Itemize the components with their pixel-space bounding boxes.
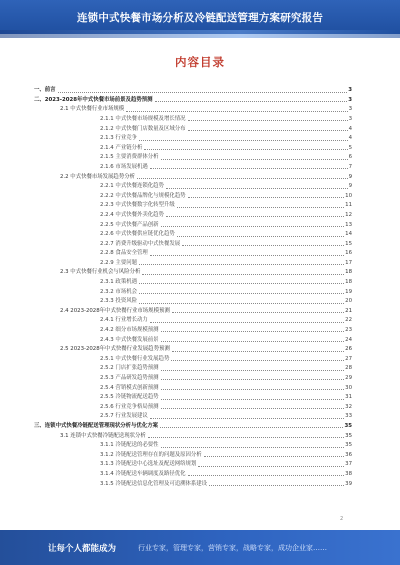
toc-entry-label: 2.3.3 投资风险	[100, 298, 137, 305]
toc-entry-page: 24	[345, 336, 352, 343]
toc-entry-label: 一、前言	[34, 87, 56, 94]
header-decoration	[0, 30, 400, 38]
toc-entry-label: 2.3.2 市场机会	[100, 288, 137, 295]
toc-entry[interactable]	[30, 103, 352, 113]
toc-entry[interactable]	[30, 343, 352, 353]
report-footer	[0, 530, 400, 565]
toc-entry[interactable]	[30, 295, 352, 305]
footer-slogan: 让每个人都能成为	[48, 543, 117, 554]
toc-leader-dots	[139, 140, 348, 141]
toc-entry-page: 3	[348, 96, 352, 103]
toc-entry-page: 30	[345, 384, 352, 391]
toc-entry-label: 2.4.2 细分市场规模预测	[100, 327, 159, 334]
toc-entry-label: 2.2 中式快餐市场发展趋势分析	[60, 173, 135, 180]
toc-leader-dots	[142, 274, 344, 275]
toc-entry-page: 29	[345, 375, 352, 381]
toc-entry[interactable]	[30, 314, 352, 324]
toc-entry-label: 3.1.2 冷链配送管理存在的问题及原因分析	[100, 451, 202, 458]
toc-entry-label: 二、2023-2028年中式快餐市场前景及趋势预测	[34, 96, 153, 103]
toc-entry[interactable]	[30, 439, 352, 449]
toc-entry-page: 19	[345, 288, 352, 295]
toc-entry-page: 39	[345, 480, 352, 487]
toc-leader-dots	[139, 303, 344, 304]
toc-entry-page: 12	[345, 211, 352, 218]
toc-entry-label: 2.2.4 中式快餐外卖化趋势	[100, 211, 164, 218]
toc-entry[interactable]	[30, 420, 352, 430]
toc-leader-dots	[161, 159, 348, 160]
report-title: 连锁中式快餐市场分析及冷链配送管理方案研究报告	[76, 11, 324, 24]
toc-entry-label: 2.4 2023-2028年中式快餐行业市场规模预测	[60, 307, 170, 314]
toc-leader-dots	[166, 216, 344, 217]
toc-leader-dots	[161, 379, 345, 380]
toc-leader-dots	[204, 456, 344, 457]
toc-entry-page: 18	[345, 279, 352, 286]
toc-entry[interactable]	[30, 276, 352, 286]
toc-leader-dots	[137, 178, 348, 179]
toc-entry-label: 2.1.3 行业竞争	[100, 135, 137, 142]
toc-leader-dots	[139, 264, 344, 265]
toc-entry-label: 2.1.1 中式快餐市场规模及增长情况	[100, 115, 186, 122]
toc-entry-label: 3.1 连锁中式快餐冷链配送现状分析	[60, 432, 146, 439]
toc-entry-page: 36	[345, 451, 352, 458]
toc-entry[interactable]	[30, 132, 352, 142]
toc-entry[interactable]	[30, 142, 352, 152]
toc-entry-page: 21	[345, 307, 352, 314]
toc-entry[interactable]	[30, 477, 352, 487]
toc-entry-label: 2.1.6 市场发展机遇	[100, 163, 148, 170]
toc-entry-page: 23	[345, 327, 352, 334]
toc-entry[interactable]	[30, 372, 352, 382]
toc-entry[interactable]	[30, 266, 352, 276]
toc-leader-dots	[161, 370, 345, 371]
toc-entry[interactable]	[30, 333, 352, 343]
toc-leader-dots	[150, 255, 344, 256]
toc-leader-dots	[188, 120, 348, 121]
toc-entry-page: 6	[348, 154, 352, 161]
toc-entry[interactable]	[30, 113, 352, 123]
toc-leader-dots	[161, 389, 345, 390]
toc-entry-page: 4	[348, 135, 352, 142]
toc-entry-label: 3.1.3 冷链配送中心选址及配送网络规划	[100, 461, 197, 468]
toc-entry-page: 35	[345, 442, 352, 449]
toc-entry-page: 13	[345, 221, 352, 228]
toc-entry-page: 17	[345, 259, 352, 266]
toc-entry[interactable]	[30, 305, 352, 315]
toc-entry-page: 27	[345, 355, 352, 362]
toc-entry[interactable]	[30, 247, 352, 257]
toc-leader-dots	[188, 197, 345, 198]
toc-leader-dots	[166, 188, 348, 189]
toc-entry-label: 2.5.4 营销模式创新预测	[100, 384, 159, 391]
toc-leader-dots	[148, 437, 344, 438]
toc-entry-label: 2.2.3 中式快餐数字化转型升级	[100, 202, 175, 209]
toc-entry-page: 15	[345, 240, 352, 247]
toc-heading: 内容目录	[175, 55, 225, 69]
toc-entry-label: 2.5.2 门店扩张趋势预测	[100, 365, 159, 372]
toc-entry[interactable]	[30, 362, 352, 372]
toc-entry[interactable]	[30, 170, 352, 180]
toc-entry-page: 32	[345, 403, 352, 410]
toc-leader-dots	[126, 111, 347, 112]
toc-entry-page: 20	[345, 298, 352, 305]
toc-entry[interactable]	[30, 209, 352, 219]
toc-entry-page: 14	[345, 231, 352, 238]
toc-entry[interactable]	[30, 324, 352, 334]
toc-entry-label: 2.1 中式快餐行业市场规模	[60, 106, 125, 113]
toc-entry[interactable]	[30, 401, 352, 411]
toc-leader-dots	[172, 351, 344, 352]
toc-leader-dots	[150, 418, 344, 419]
toc-entry-page: 9	[348, 183, 352, 190]
toc-entry-label: 三、连锁中式快餐冷链配送管理现状分析与优化方案	[34, 422, 158, 429]
toc-entry[interactable]	[30, 122, 352, 132]
toc-leader-dots	[161, 341, 345, 342]
toc-entry[interactable]	[30, 391, 352, 401]
toc-entry-page: 10	[345, 192, 352, 199]
page-number: 2	[340, 516, 344, 522]
toc-entry-page: 35	[345, 432, 352, 439]
toc-entry[interactable]	[30, 199, 352, 209]
toc-entry-label: 2.5.7 行业发展建议	[100, 413, 148, 420]
toc-entry-label: 2.3 中式快餐行业机会与风险分析	[60, 269, 141, 276]
toc-leader-dots	[160, 427, 343, 428]
toc-entry-page: 5	[348, 144, 352, 151]
toc-entry[interactable]	[30, 449, 352, 459]
toc-entry-label: 3.1.5 冷链配送信息化管理及可追溯体系建设	[100, 480, 208, 487]
toc-entry-label: 2.2.1 中式快餐连锁化趋势	[100, 183, 164, 190]
toc-entry-page: 22	[345, 317, 352, 324]
toc-entry[interactable]	[30, 410, 352, 420]
toc-leader-dots	[171, 360, 344, 361]
toc-entry-page: 28	[345, 365, 352, 372]
toc-leader-dots	[161, 399, 345, 400]
toc-entry-page: 3	[348, 106, 352, 113]
toc-entry[interactable]	[30, 180, 352, 190]
toc-leader-dots	[150, 322, 344, 323]
toc-entry-page: 9	[348, 173, 352, 180]
toc-leader-dots	[58, 92, 348, 93]
toc-entry-page: 37	[345, 461, 352, 468]
toc-entry-page: 26	[345, 346, 352, 353]
toc-leader-dots	[161, 447, 345, 448]
toc-entry-label: 2.5.6 行业竞争格局预测	[100, 403, 159, 410]
toc-entry[interactable]	[30, 353, 352, 363]
toc-entry-page: 38	[345, 470, 352, 477]
toc-entry-label: 2.2.2 中式快餐品牌化与规模化趋势	[100, 192, 186, 199]
toc-entry[interactable]	[30, 84, 352, 94]
toc-entry[interactable]	[30, 458, 352, 468]
toc-entry-label: 2.4.1 行业增长动力	[100, 317, 148, 324]
toc-leader-dots	[144, 149, 347, 150]
toc-entry[interactable]	[30, 429, 352, 439]
footer-tagline: 行业专家，管理专家，营销专家，战略专家，成功企业家……	[138, 543, 328, 552]
toc-entry-label: 2.2.7 消费升级驱动中式快餐发展	[100, 240, 181, 247]
toc-leader-dots	[161, 331, 345, 332]
toc-leader-dots	[139, 293, 344, 294]
toc-entry-label: 3.1.4 冷链配送车辆调度及路径优化	[100, 470, 186, 477]
toc-entry[interactable]	[30, 94, 352, 104]
toc-entry-label: 2.2.8 食品安全管理	[100, 250, 148, 257]
toc-entry-label: 2.5.5 冷链物流配送趋势	[100, 394, 159, 401]
toc-entry-label: 2.2.5 中式快餐产品创新	[100, 221, 159, 228]
toc-leader-dots	[209, 485, 344, 486]
toc-entry-page: 31	[345, 394, 352, 401]
toc-leader-dots	[150, 168, 348, 169]
toc-leader-dots	[188, 475, 345, 476]
toc-entry[interactable]	[30, 285, 352, 295]
toc-entry-label: 2.1.5 主要消费群体分析	[100, 154, 159, 161]
toc-leader-dots	[177, 236, 344, 237]
toc-entry-page: 7	[348, 163, 352, 170]
toc-entry-page: 4	[348, 125, 352, 132]
toc-entry[interactable]	[30, 238, 352, 248]
toc-leader-dots	[161, 408, 345, 409]
toc-entry[interactable]	[30, 218, 352, 228]
toc-entry-page: 11	[345, 202, 352, 209]
toc-entry-page: 33	[345, 413, 352, 420]
toc-entry[interactable]	[30, 257, 352, 267]
report-header	[0, 0, 400, 34]
toc-entry-label: 2.5.1 中式快餐行业发展趋势	[100, 355, 170, 362]
toc-entry-label: 2.2.9 主要问题	[100, 259, 137, 266]
toc-entry-page: 3	[348, 115, 352, 122]
toc-leader-dots	[198, 466, 344, 467]
toc-entry-label: 2.3.1 政策机遇	[100, 279, 137, 286]
toc-leader-dots	[161, 226, 345, 227]
toc-leader-dots	[172, 312, 344, 313]
toc-entry-page: 3	[348, 87, 352, 94]
toc-entry[interactable]	[30, 151, 352, 161]
toc-entry-label: 2.1.2 中式快餐门店数量及区域分布	[100, 125, 186, 132]
toc-leader-dots	[139, 283, 344, 284]
table-of-contents	[30, 84, 352, 487]
toc-leader-dots	[182, 245, 344, 246]
toc-entry-page: 16	[345, 250, 352, 257]
toc-entry-label: 2.2.6 中式快餐供应链优化趋势	[100, 231, 175, 238]
toc-leader-dots	[177, 207, 344, 208]
toc-entry-page: 35	[344, 422, 352, 429]
toc-leader-dots	[155, 101, 348, 102]
toc-entry[interactable]	[30, 228, 352, 238]
toc-entry[interactable]	[30, 468, 352, 478]
toc-entry-label: 2.5.3 产品研发趋势预测	[100, 375, 159, 381]
toc-entry-label: 3.1.1 冷链配送的必要性	[100, 442, 159, 449]
toc-entry-label: 2.4.3 中式快餐发展前景	[100, 336, 159, 343]
toc-entry[interactable]	[30, 161, 352, 171]
toc-entry-page: 18	[345, 269, 352, 276]
toc-entry-label: 2.5 2023-2028年中式快餐行业发展趋势预测	[60, 346, 170, 353]
toc-entry[interactable]	[30, 381, 352, 391]
toc-entry-label: 2.1.4 产业链分析	[100, 144, 143, 151]
toc-entry[interactable]	[30, 190, 352, 200]
toc-leader-dots	[188, 130, 348, 131]
